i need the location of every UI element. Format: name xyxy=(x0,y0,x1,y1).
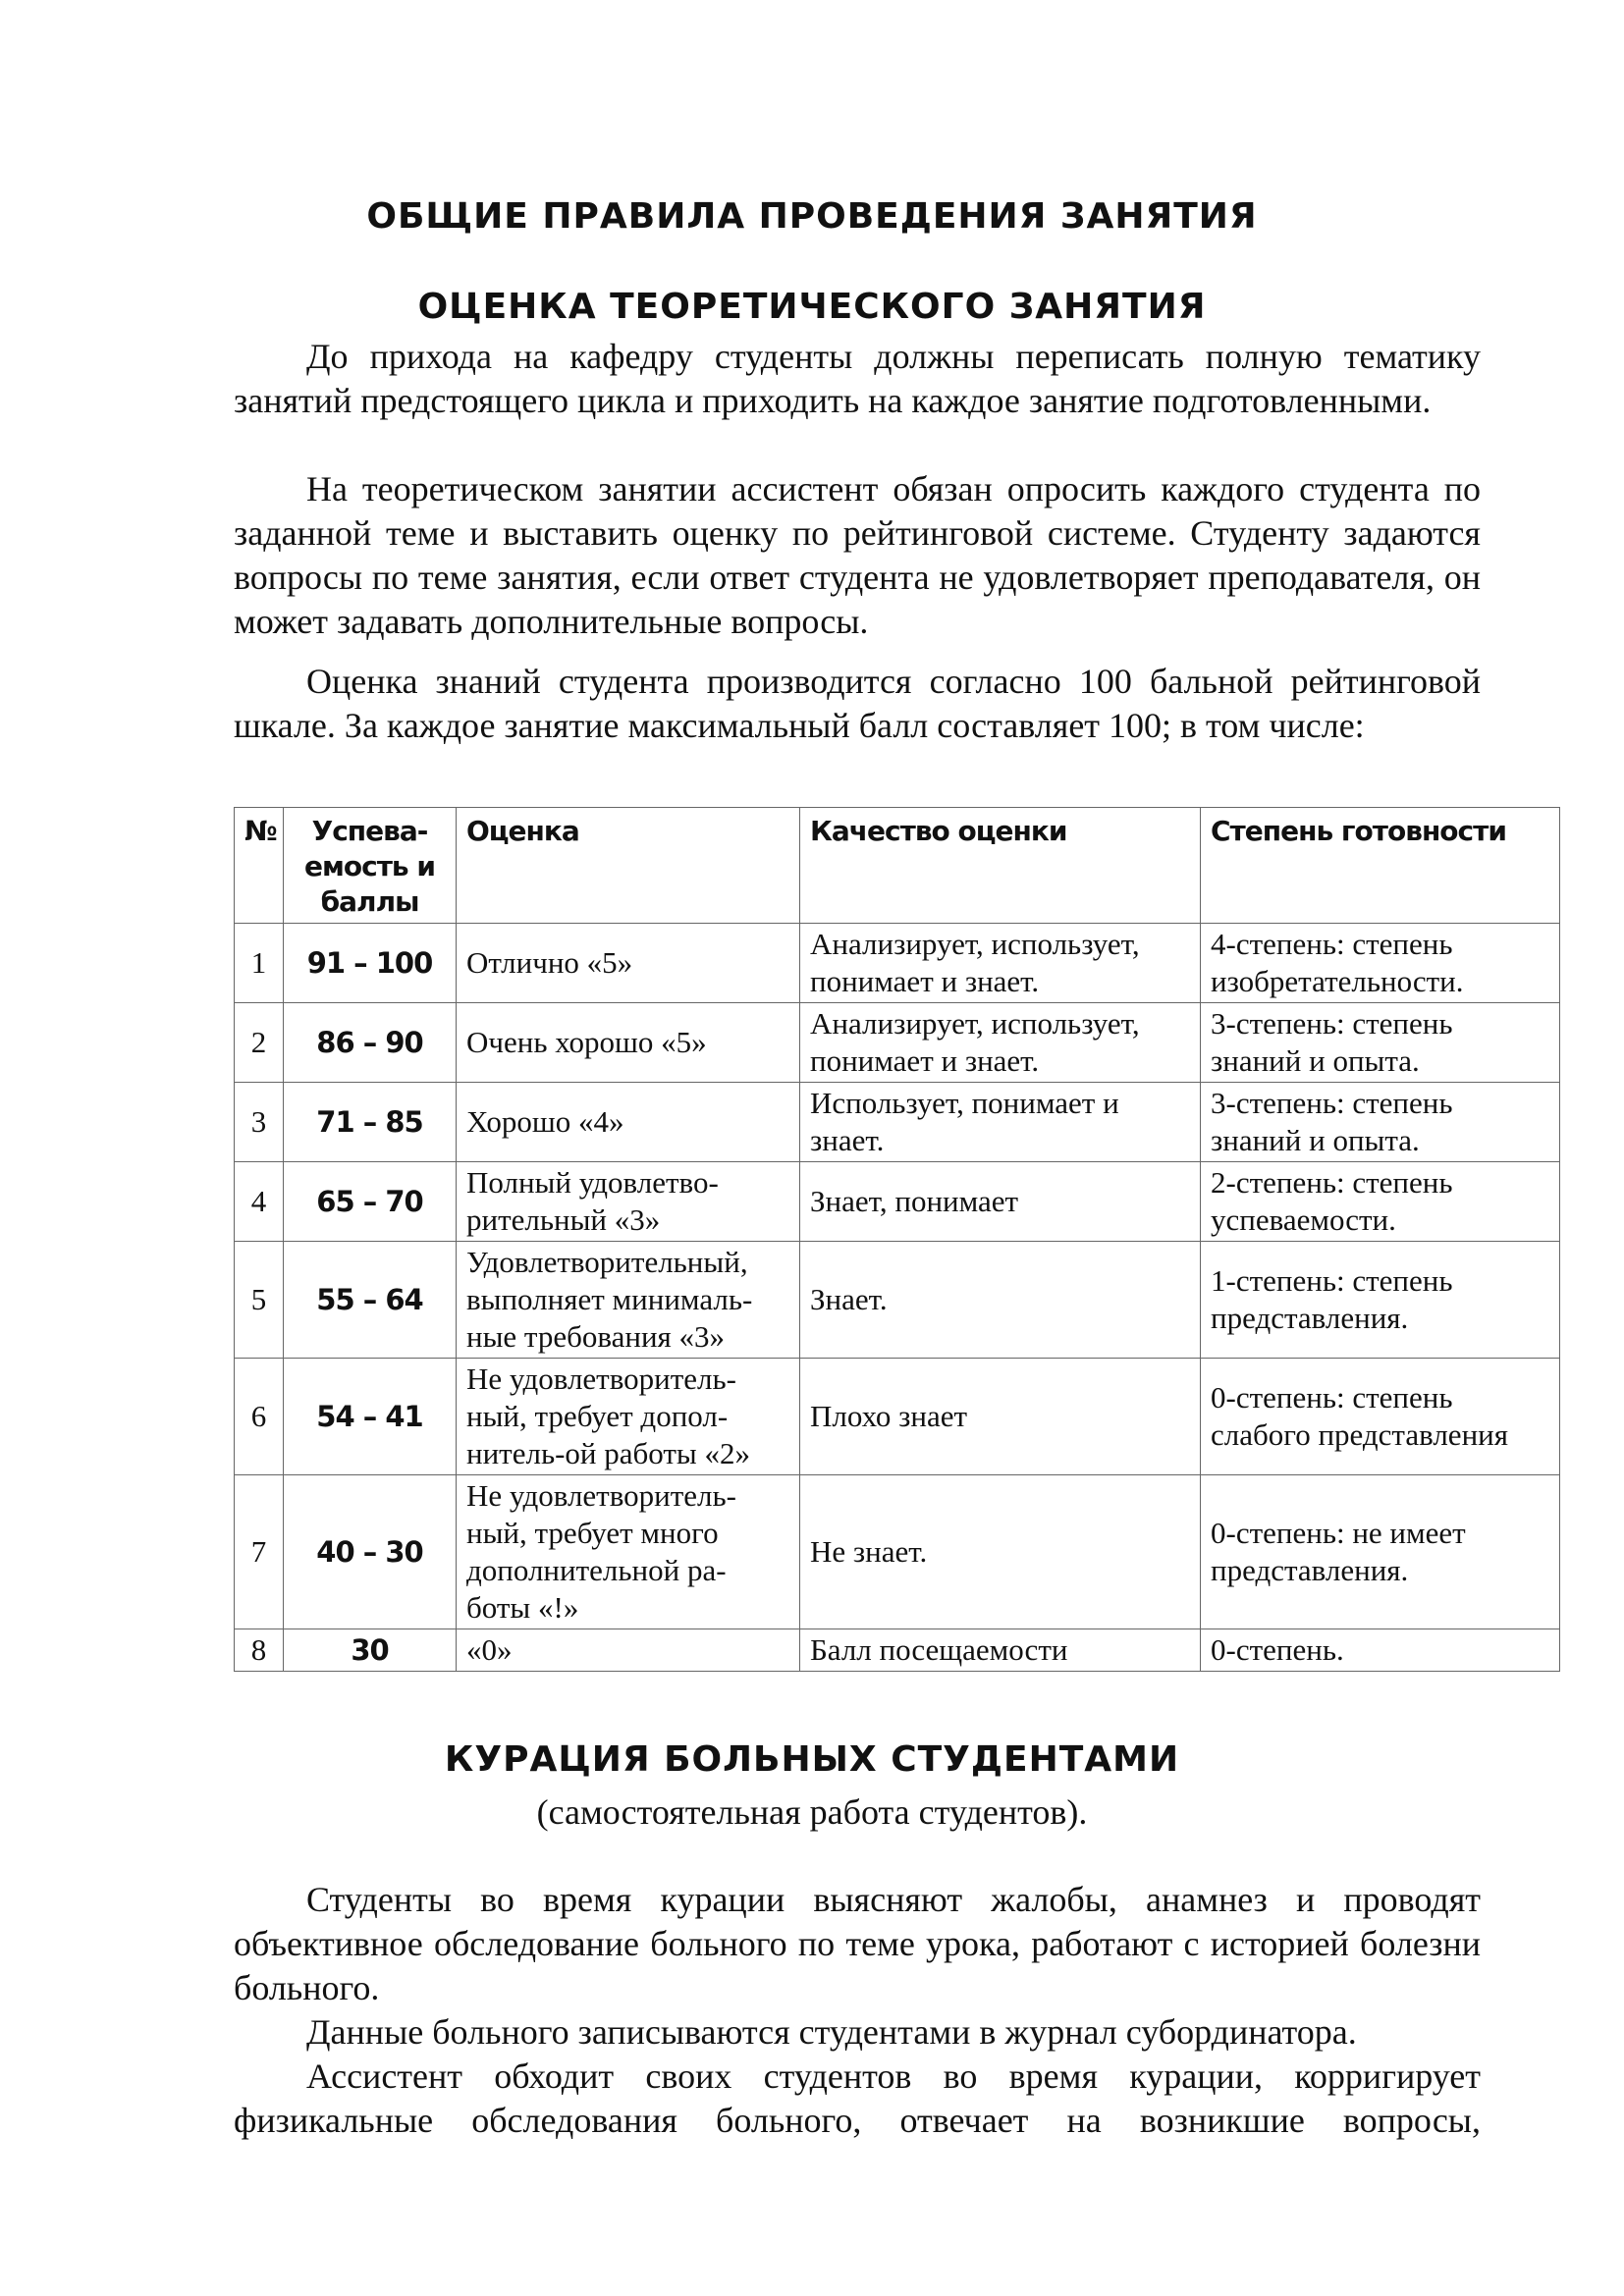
theory-heading: ОЦЕНКА ТЕОРЕТИЧЕСКОГО ЗАНЯТИЯ xyxy=(417,287,1207,327)
paragraph-curation-tasks: Студенты во время курации выясняют жалобы, анамнез и проводят объективное обследование больного по теме урока, работают с историей болезни больного. xyxy=(234,1880,1481,2007)
table-header-row xyxy=(235,808,1560,924)
row-quality: Знает, понимает xyxy=(800,1162,1201,1242)
row-grade: Очень хорошо «5» xyxy=(457,1003,800,1083)
row-number: 4 xyxy=(235,1162,284,1242)
row-grade: «0» xyxy=(457,1629,800,1672)
row-grade: Полный удовлетво-рительный «3» xyxy=(457,1162,800,1242)
row-quality: Балл посещаемости xyxy=(800,1629,1201,1672)
row-degree: 0-степень. xyxy=(1201,1629,1560,1672)
grading-table xyxy=(234,807,1560,1672)
row-grade: Не удовлетворитель-ный, требует много дополнительной ра-боты «!» xyxy=(457,1475,800,1629)
row-number: 3 xyxy=(235,1083,284,1162)
main-heading: ОБЩИЕ ПРАВИЛА ПРОВЕДЕНИЯ ЗАНЯТИЯ xyxy=(366,196,1258,237)
paragraph-assistant-rounds: Ассистент обходит своих студентов во время курации, корригирует физикальные обследования больного, отвечает на возникшие вопросы, xyxy=(234,2056,1481,2140)
row-degree: 3-степень: степень знаний и опыта. xyxy=(1201,1003,1560,1083)
table-row xyxy=(235,1629,1560,1672)
row-score: 65 – 70 xyxy=(284,1162,457,1242)
row-number: 8 xyxy=(235,1629,284,1672)
header-score: Успева-емость и баллы xyxy=(284,808,457,924)
row-grade: Не удовлетворитель-ный, требует допол-нитель-ой работы «2» xyxy=(457,1359,800,1475)
row-number: 1 xyxy=(235,924,284,1003)
paragraph-preparation: До прихода на кафедру студенты должны переписать полную тематику занятий предстоящего цикла и приходить на каждое занятие подготовленными. xyxy=(234,337,1481,420)
header-degree: Степень готовности xyxy=(1201,808,1560,924)
curation-subheading: (самостоятельная работа студентов). xyxy=(536,1792,1088,1832)
row-score: 55 – 64 xyxy=(284,1242,457,1359)
table-row xyxy=(235,1083,1560,1162)
paragraph-assistant-duty: На теоретическом занятии ассистент обязан опросить каждого студента по заданной теме и выставить оценку по рейтинговой системе. Студенту задаются вопросы по теме занятия, если ответ студента не удовлетворяет преподавателя, он может задавать дополнительные вопросы. xyxy=(234,469,1481,641)
row-number: 7 xyxy=(235,1475,284,1629)
header-quality: Качество оценки xyxy=(800,808,1201,924)
table-row xyxy=(235,1359,1560,1475)
row-quality: Использует, понимает и знает. xyxy=(800,1083,1201,1162)
table-row xyxy=(235,1162,1560,1242)
row-degree: 1-степень: степень представления. xyxy=(1201,1242,1560,1359)
row-grade: Отлично «5» xyxy=(457,924,800,1003)
row-quality: Анализирует, использует, понимает и знает. xyxy=(800,924,1201,1003)
row-grade: Удовлетворительный, выполняет минималь-ные требования «3» xyxy=(457,1242,800,1359)
table-row xyxy=(235,1242,1560,1359)
row-quality: Знает. xyxy=(800,1242,1201,1359)
row-score: 40 – 30 xyxy=(284,1475,457,1629)
row-score: 54 – 41 xyxy=(284,1359,457,1475)
row-score: 30 xyxy=(284,1629,457,1672)
row-number: 2 xyxy=(235,1003,284,1083)
row-number: 5 xyxy=(235,1242,284,1359)
table-row xyxy=(235,1475,1560,1629)
row-grade: Хорошо «4» xyxy=(457,1083,800,1162)
header-number: № xyxy=(235,808,284,924)
row-quality: Анализирует, использует, понимает и знает. xyxy=(800,1003,1201,1083)
header-grade: Оценка xyxy=(457,808,800,924)
row-degree: 0-степень: не имеет представления. xyxy=(1201,1475,1560,1629)
curation-heading: КУРАЦИЯ БОЛЬНЫХ СТУДЕНТАМИ xyxy=(444,1739,1180,1780)
table-row xyxy=(235,924,1560,1003)
row-degree: 3-степень: степень знаний и опыта. xyxy=(1201,1083,1560,1162)
paragraph-patient-data: Данные больного записываются студентами в журнал субординатора. xyxy=(306,2012,1357,2052)
row-score: 71 – 85 xyxy=(284,1083,457,1162)
row-quality: Не знает. xyxy=(800,1475,1201,1629)
row-score: 86 – 90 xyxy=(284,1003,457,1083)
row-quality: Плохо знает xyxy=(800,1359,1201,1475)
row-degree: 4-степень: степень изобретательности. xyxy=(1201,924,1560,1003)
paragraph-rating-scale: Оценка знаний студента производится согласно 100 бальной рейтинговой шкале. За каждое занятие максимальный балл составляет 100; в том числе: xyxy=(234,662,1481,745)
row-degree: 2-степень: степень успеваемости. xyxy=(1201,1162,1560,1242)
row-score: 91 – 100 xyxy=(284,924,457,1003)
row-degree: 0-степень: степень слабого представления xyxy=(1201,1359,1560,1475)
row-number: 6 xyxy=(235,1359,284,1475)
table-row xyxy=(235,1003,1560,1083)
